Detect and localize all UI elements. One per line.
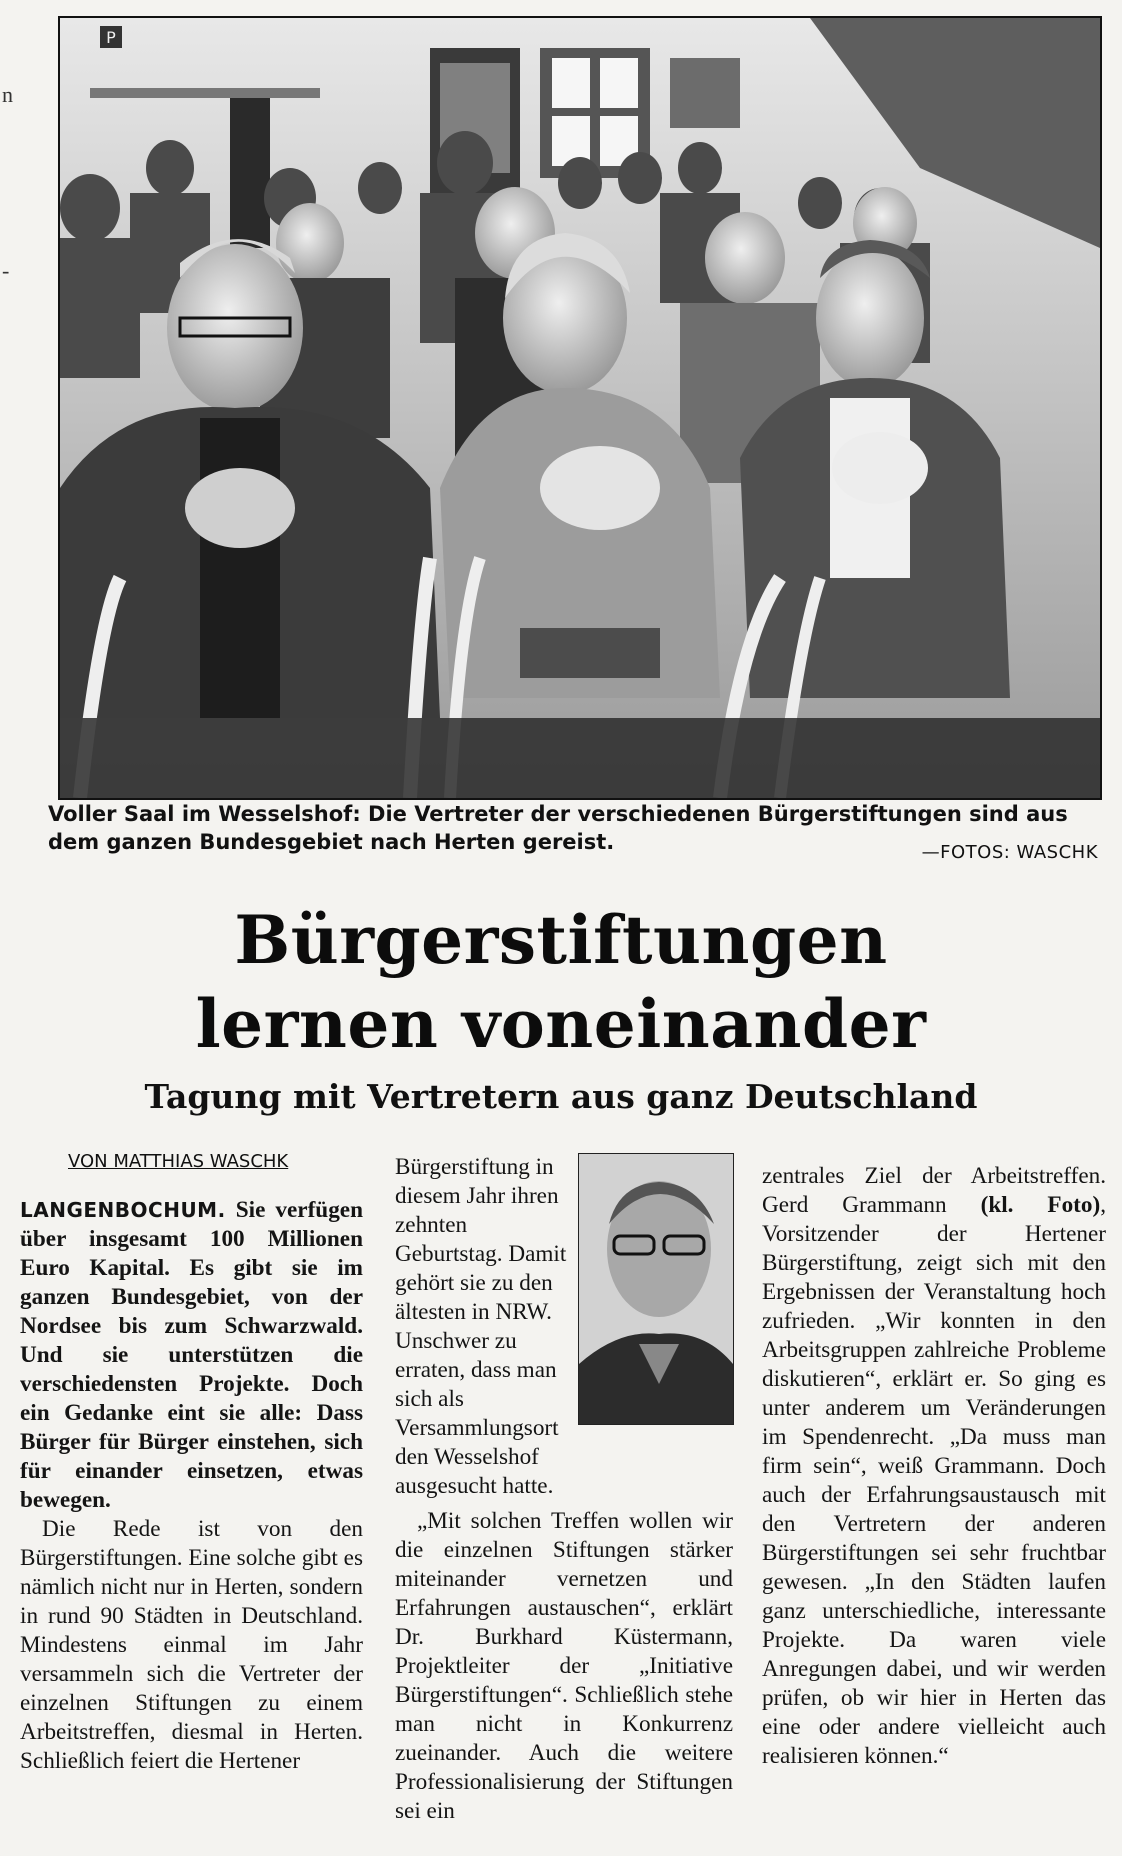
audience-photo [58,16,1102,800]
margin-mark-dash: - [2,258,10,283]
photo-reference: (kl. Foto) [980,1192,1101,1218]
body-paragraph: Bürgerstiftung in diesem Jahr ihren zehnten Geburtstag. Damit gehört sie zu den ältesten in NRW. Unschwer zu erraten, dass man sich als Versammlungsort den Wesselshof ausgesucht hatte. [395,1154,567,1499]
body-paragraph: Die Rede ist von den Bürgerstiftungen. Eine solche gibt es nämlich nicht nur in Herten, sondern in rund 90 Städten in Deutschland. Mindestens einmal im Jahr versammeln sich die Vertreter der einzelnen Stiftungen zu einem Arbeitstreffen, diesmal in Herten. Schließlich feiert die Hertener [20,1516,363,1774]
portrait-photo-grammann [578,1153,734,1425]
headline-line-1: Bürgerstiftungen [234,901,888,979]
margin-mark-top: n [2,82,13,107]
col3-text-start: zentrales Ziel der Arbeitstreffen. Gerd Grammann [762,1163,1106,1218]
article-column-3 [762,1162,1106,1771]
col3-text-rest: , Vorsitzender der Hertener Bürgerstiftung, zeigt sich mit den Ergebnissen der Veranstaltung hoch zufrieden. „Wir konnten in den Arbeitsgruppen zahlreiche Probleme diskutieren“, erklärt er. So ging es unter anderem um Veränderungen im Spendenrecht. „Da muss man firm sein“, weiß Grammann. Doch auch der Erfahrungsaustausch mit den Vertretern der anderen Bürgerstiftungen sei sehr fruchtbar gewesen. „In den Städten laufen ganz unterschiedliche, interessante Projekte. Da waren viele Anregungen dabei, und wir werden prüfen, ob wir hier in Herten das eine oder andere vielleicht auch realisieren können.“ [762,1192,1107,1769]
body-paragraph: „Mit solchen Treffen wollen wir die einzelnen Stiftungen stärker miteinander vernetzen und Erfahrungen austauschen“, erklärt Dr. Burkhard Küstermann, Projektleiter der „Initiative Bürgerstiftungen“. Schließlich stehe man nicht in Konkurrenz zueinander. Auch die weitere Professionalisierung der Stiftungen sei ein [395,1508,733,1824]
byline: VON MATTHIAS WASCHK [68,1151,289,1172]
lead-text: Sie verfügen über insgesamt 100 Millionen Euro Kapital. Es gibt sie im ganzen Bundesgebiet, von der Nordsee bis zum Schwarzwald. Und sie unterstützen die verschiedensten Projekte. Doch ein Gedanke eint sie alle: Dass Bürger für Bürger einstehen, sich für einander einsetzen, etwas bewegen. [20,1197,363,1513]
portrait-graphic [579,1154,733,1424]
photo-credit: —FOTOS: WASCHK [921,842,1098,863]
audience-photo-graphic [60,18,1100,798]
body-paragraph [762,1162,1106,1771]
dateline: LANGENBOCHUM. [20,1198,226,1222]
subheadline: Tagung mit Vertretern aus ganz Deutschland [144,1077,978,1116]
article-column-1 [20,1196,363,1776]
headline [0,898,1122,1066]
lead-paragraph [20,1196,363,1515]
headline-line-2: lernen voneinander [195,985,927,1063]
photo-caption: Voller Saal im Wesselshof: Die Vertreter der verschiedenen Bürgerstiftungen sind aus dem ganzen Bundesgebiet nach Herten gereist. [48,802,1068,854]
wall-sign-letter: P [106,28,116,47]
